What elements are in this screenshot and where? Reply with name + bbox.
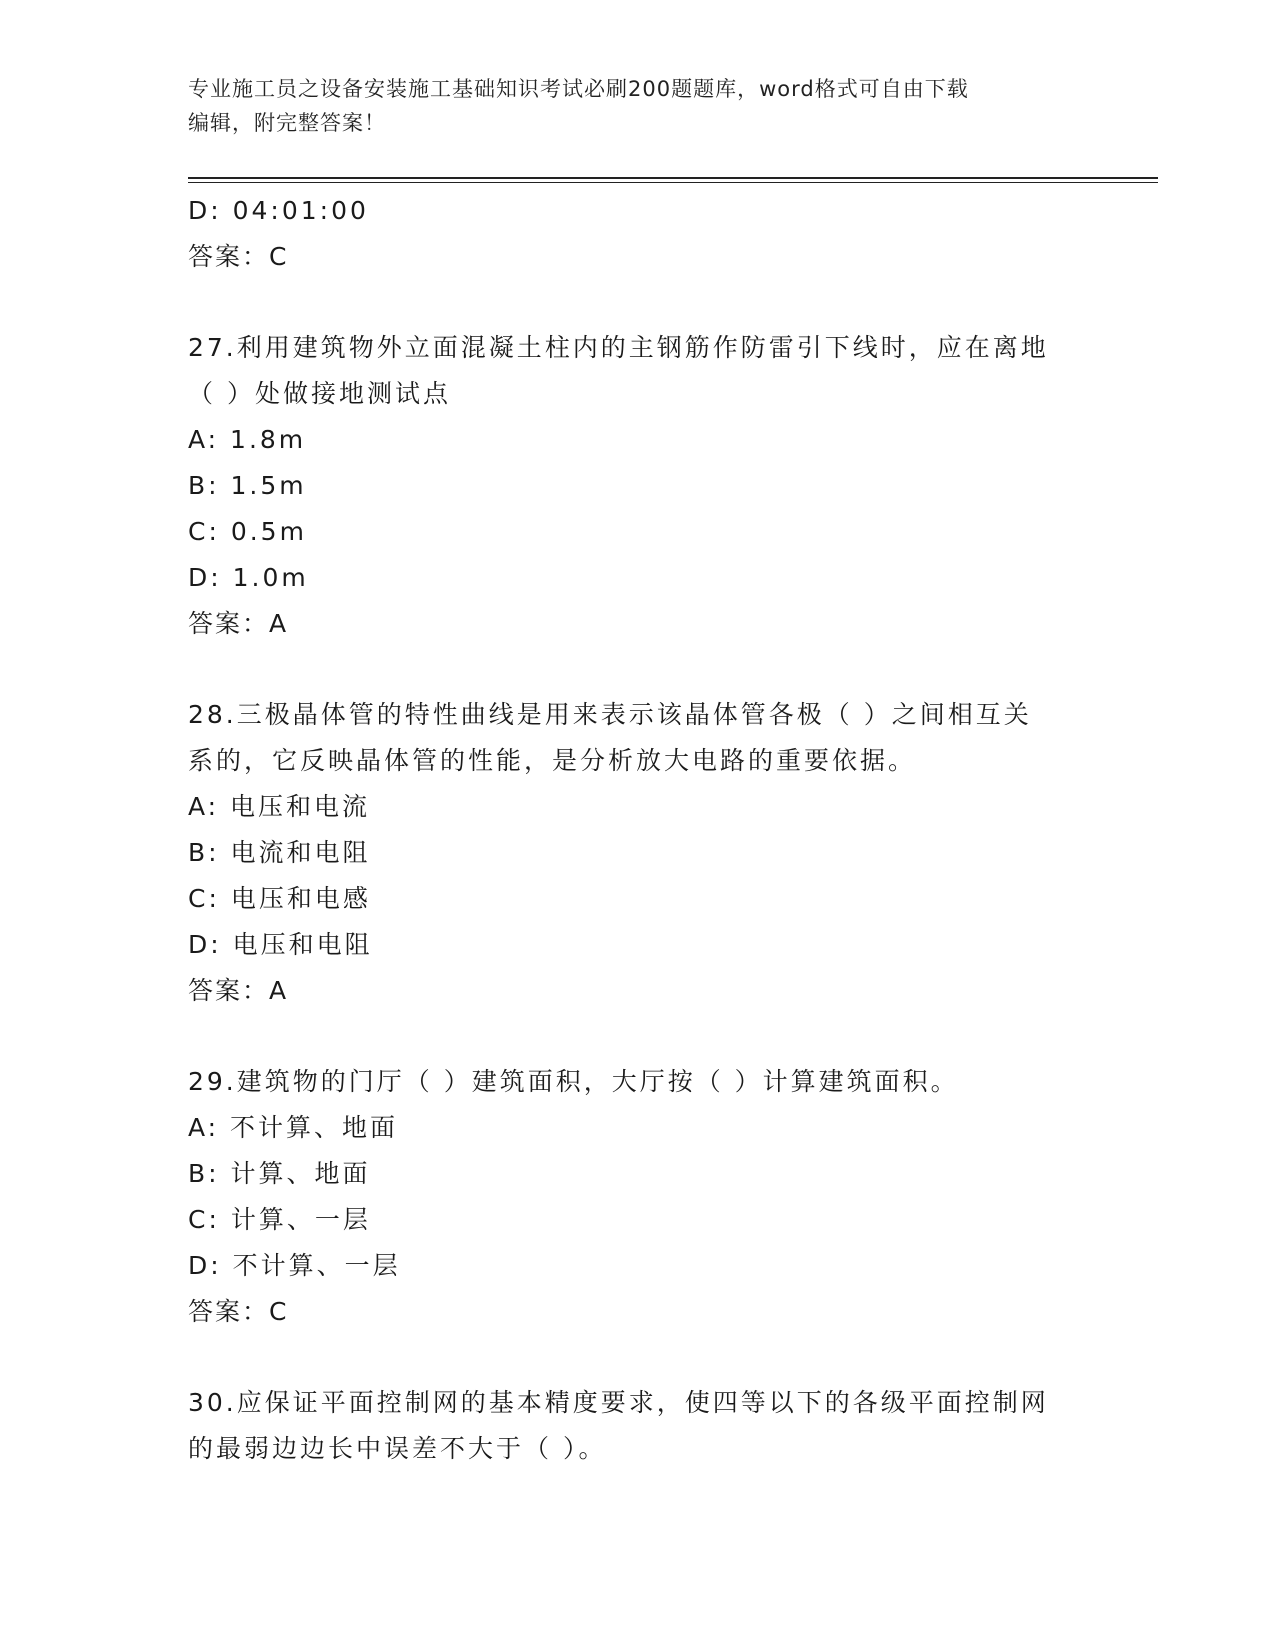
document-header [188, 72, 1088, 140]
question-28-text [188, 692, 1088, 784]
question-30-text [188, 1380, 1088, 1472]
question-27-option-a: A: 1.8m [188, 425, 307, 454]
question-29-text [188, 1059, 1088, 1105]
question-content [188, 188, 1088, 1472]
question-27-option-d: D: 1.0m [188, 563, 309, 592]
question-29-option-c: C: 计算、一层 [188, 1205, 371, 1234]
question-29-answer: 答案：C [188, 1297, 289, 1326]
question-28-line-1: 28.三极晶体管的特性曲线是用来表示该晶体管各极（ ）之间相互关 [188, 700, 1032, 729]
question-28-line-2: 系的，它反映晶体管的性能，是分析放大电路的重要依据。 [188, 746, 917, 775]
spacer [188, 1014, 1088, 1059]
header-divider-thick [188, 177, 1158, 179]
question-28 [188, 692, 1088, 1014]
question-30 [188, 1380, 1088, 1472]
question-29-line-1: 29.建筑物的门厅（ ）建筑面积，大厅按（ ）计算建筑面积。 [188, 1067, 959, 1096]
question-28-option-a: A: 电压和电流 [188, 792, 371, 821]
q26-option-d: D: 04:01:00 [188, 196, 369, 225]
question-29-option-d: D: 不计算、一层 [188, 1251, 401, 1280]
question-27-line-2: （ ）处做接地测试点 [188, 379, 451, 408]
q26-answer: 答案：C [188, 242, 289, 271]
question-27 [188, 325, 1088, 647]
spacer [188, 280, 1088, 325]
question-28-option-c: C: 电压和电感 [188, 884, 371, 913]
question-30-line-1: 30.应保证平面控制网的基本精度要求，使四等以下的各级平面控制网 [188, 1388, 1049, 1417]
question-27-option-c: C: 0.5m [188, 517, 307, 546]
question-29-option-b: B: 计算、地面 [188, 1159, 371, 1188]
question-30-line-2: 的最弱边边长中误差不大于（ ）。 [188, 1434, 607, 1463]
spacer [188, 1335, 1088, 1380]
question-29 [188, 1059, 1088, 1335]
header-divider-thin [188, 182, 1158, 183]
question-28-option-b: B: 电流和电阻 [188, 838, 371, 867]
header-line-2: 编辑，附完整答案！ [188, 111, 386, 135]
question-28-option-d: D: 电压和电阻 [188, 930, 373, 959]
question-27-answer: 答案：A [188, 609, 289, 638]
header-line-1: 专业施工员之设备安装施工基础知识考试必刷200题题库，word格式可自由下载 [188, 77, 969, 101]
question-27-text [188, 325, 1088, 417]
question-29-option-a: A: 不计算、地面 [188, 1113, 399, 1142]
spacer [188, 647, 1088, 692]
question-27-line-1: 27.利用建筑物外立面混凝土柱内的主钢筋作防雷引下线时，应在离地 [188, 333, 1049, 362]
question-27-option-b: B: 1.5m [188, 471, 307, 500]
question-28-answer: 答案：A [188, 976, 289, 1005]
